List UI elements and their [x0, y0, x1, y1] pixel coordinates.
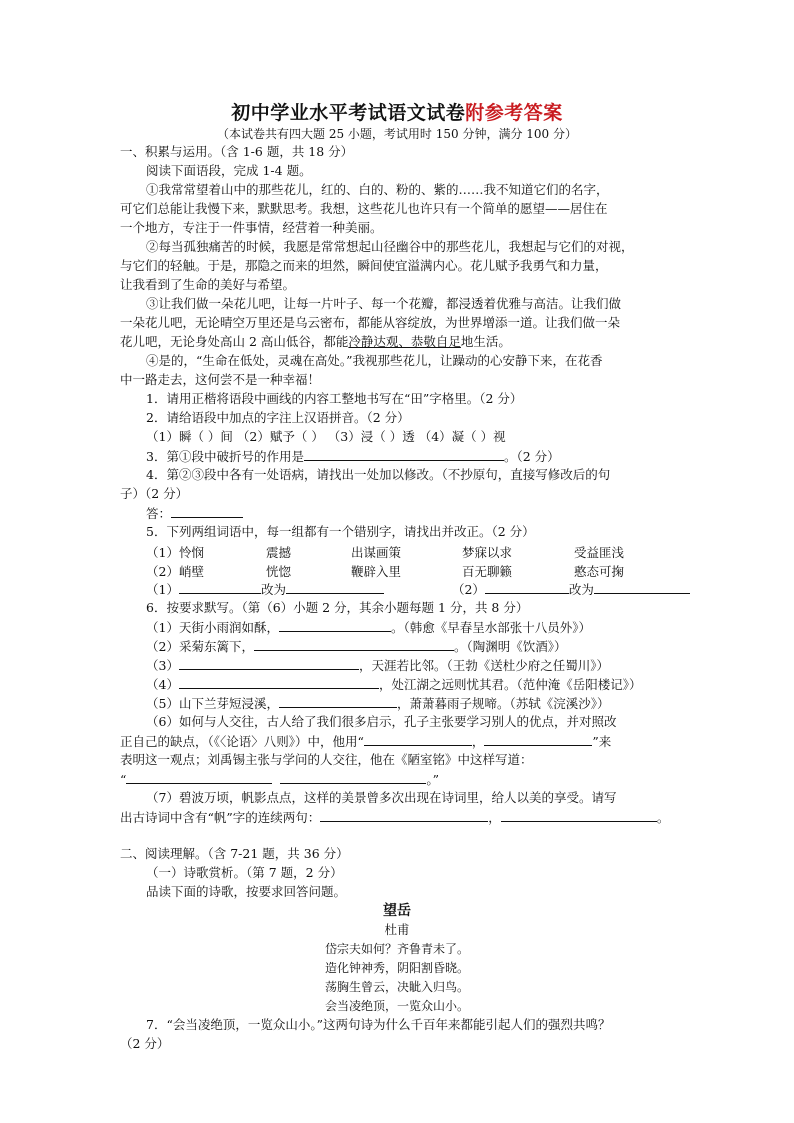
question-3: 3．第①段中破折号的作用是 。（2 分） — [146, 449, 560, 464]
answer-blank[interactable] — [179, 581, 261, 594]
answer-blank[interactable] — [254, 638, 454, 651]
section2-intro: 品读下面的诗歌，按要求回答问题。 — [146, 884, 347, 899]
question-1: 1．请用正楷将语段中画线的内容工整地书写在“田”字格里。（2 分） — [146, 391, 523, 406]
q6-6-line4: “ 。” — [120, 772, 440, 787]
answer-blank[interactable] — [286, 581, 384, 594]
para3-line2: 一朵花儿吧，无论晴空万里还是乌云密布，都能从容绽放，为世界增添一道。让我们做一朵 — [120, 315, 621, 330]
answer-blank[interactable] — [304, 448, 504, 461]
answer-blank[interactable] — [485, 581, 569, 594]
section1-intro: 阅读下面语段，完成 1-4 题。 — [146, 163, 312, 178]
section1-heading: 一、积累与运用。（含 1-6 题，共 18 分） — [120, 144, 354, 159]
answer-blank[interactable] — [501, 809, 657, 822]
q6-7-line2: 出古诗词中含有“帆”字的连续两句： ， 。 — [120, 810, 670, 825]
answer-blank[interactable] — [594, 581, 690, 594]
para4-line1: ④是的，“生命在低处，灵魂在高处。”我视那些花儿，让躁动的心安静下来，在花香 — [146, 353, 603, 368]
question-7-line1: 7．“会当凌绝顶，一览众山小。”这两句诗为什么千百年来都能引起人们的强烈共鸣？ — [146, 1017, 611, 1032]
q6-5: （5）山下兰芽短浸溪， ，萧萧暮雨子规啼。（苏轼《浣溪沙》） — [146, 696, 610, 711]
para3-line3: 花儿吧，无论身处高山 2 高山低谷，都能冷静达观、恭敬自足地生活。 — [120, 334, 511, 349]
title-main: 初中学业水平考试语文试卷 — [231, 102, 466, 124]
para2-line3: 让我看到了生命的美好与希望。 — [120, 277, 296, 292]
question-4-line1: 4．第②③段中各有一处语病，请找出一处加以修改。（不抄原句，直接写修改后的句 — [146, 467, 611, 482]
answer-blank[interactable] — [484, 733, 592, 746]
question-4-answer: 答： — [146, 505, 243, 522]
question-6: 6．按要求默写。（第（6）小题 2 分，其余小题每题 1 分，共 8 分） — [146, 600, 529, 615]
para4-line2: 中一路走去，这何尝不是一种幸福！ — [120, 372, 321, 387]
answer-blank[interactable] — [279, 695, 397, 708]
q6-6-line1: （6）如何与人交往，古人给了我们很多启示，孔子主张要学习别人的优点，并对照改 — [146, 714, 617, 729]
poem-title: 望岳 — [383, 903, 411, 919]
question-5: 5．下列两组词语中，每一组都有一个错别字，请找出并改正。（2 分） — [146, 524, 535, 539]
para1-line2: 可它们总能让我慢下来，默默思考。我想，这些花儿也许只有一个简单的愿望——居住在 — [120, 201, 608, 216]
q6-6-line2: 正自己的缺点，（《〈论语〉八则》）中，他用“ ， ”来 — [120, 734, 612, 749]
question-2-options: （1）瞬（ ）间 （2）赋予（ ） （3）浸（ ）透 （4）凝（ ）视 — [146, 429, 506, 444]
q6-3: （3） ，天涯若比邻。（王勃《送杜少府之任蜀川》） — [146, 658, 609, 673]
exam-note: （本试卷共有四大题 25 小题，考试用时 150 分钟，满分 100 分） — [217, 127, 577, 141]
question-7-line2: （2 分） — [120, 1036, 170, 1051]
para3-line1: ③让我们做一朵花儿吧，让每一片叶子、每一个花瓣，都浸透着优雅与高洁。让我们做 — [146, 296, 622, 311]
answer-blank[interactable] — [179, 676, 379, 689]
q6-1: （1）天街小雨润如酥， 。（韩愈《早春呈水部张十八员外》） — [146, 620, 591, 635]
question-4-line2: 子）（2 分） — [120, 486, 189, 501]
question-2: 2．请给语段中加点的字注上汉语拼音。（2 分） — [146, 410, 410, 425]
page-title — [0, 98, 794, 125]
title-answer-tag: 附参考答案 — [465, 102, 563, 124]
q6-6-line3: 表明这一观点；刘禹锡主张与学问的人交往，他在《陋室铭》中这样写道： — [120, 752, 533, 767]
answer-blank[interactable] — [179, 657, 359, 670]
para1-line1: ①我常常望着山中的那些花儿，红的、白的、粉的、紫的……我不知道它们的名字， — [146, 182, 609, 197]
para2-line1: ②每当孤独痛苦的时候，我愿是常常想起山径幽谷中的那些花儿，我想起与它们的对视， — [146, 239, 634, 254]
exam-page: 初中学业水平考试语文试卷附参考答案 （本试卷共有四大题 25 小题，考试用时 150 分钟，满分 100 分） 一、积累与运用。（含 1-6 题，共 18 分） 阅读下面语段，完成 1-4 题。 ①我常常望着山中的那些花儿，红的、白的、粉的、紫的……我不知道它们的名字， 可它们总能让我慢下来，默默思考。我想，这些花儿也许只有一个简单的愿望——居住在 一个地方，专注于一件事情，经营着一种美丽。 ②每当孤独痛苦的时候，我愿是常常想起山径幽谷中的那些花儿，我想起与它们的对视， 与它们的轻触。于是，那隐之而来的坦然，瞬间使宜溢满内心。花儿赋予我勇气和力量， 让我看到了生命的美好与希望。 ③让我们做一朵花儿吧，让每一片叶子、每一个花瓣，都浸透着优雅与高洁。让我们做 一朵花儿吧，无论晴空万里还是乌云密布，都能从容绽放，为世界增添一道。让我们做一朵 花儿吧，无论身处高山 2 高山低谷，都能冷静达观、恭敬自足地生活。 ④是的，“生命在低处，灵魂在高处。”我视那些花儿，让躁动的心安静下来，在花香 中一路走去，这何尝不是一种幸福！ 1．请用正楷将语段中画线的内容工整地书写在“田”字格里。（2 分） 2．请给语段中加点的字注上汉语拼音。（2 分） （1）瞬（ ）间 （2）赋予（ ） （3）浸（ ）透 （4）凝（ ）视 3．第①段中破折号的作用是 。（2 分） 4．第②③段中各有一处语病，请找出一处加以修改。（不抄原句，直接写修改后的句 子）（2 分） 答： 5．下列两组词语中，每一组都有一个错别字，请找出并改正。（2 分） （1）怜悯 震撼 出谋画策 梦寐以求 受益匪浅 （2）峭壁 恍惚 鞭辟入里 百无聊籁 憨态可掬 （1） 改为 （2） 改为 6．按要求默写。（第（6）小题 2 分，其余小题每题 1 分，共 8 分） （1）天街小雨润如酥， 。（韩愈《早春呈水部张十八员外》） （2）采菊东篱下， 。（陶渊明《饮酒》） （3） ，天涯若比邻。（王勃《送杜少府之任蜀川》） （4） ，处江湖之远则忧其君。（范仲淹《岳阳楼记》） （5）山下兰芽短浸溪， ，萧萧暮雨子规啼。（苏轼《浣溪沙》） （6）如何与人交往，古人给了我们很多启示，孔子主张要学习别人的优点，并对照改 正自己的缺点，（《〈论语〉八则》）中，他用“ ， ”来 表明这一观点；刘禹锡主张与学问的人交往，他在《陋室铭》中这样写道： “ 。” （7）碧波万顷，帆影点点，这样的美景曾多次出现在诗词里，给人以美的享受。请写 出古诗词中含有“帆”字的连续两句： ， 。 二、阅读理解。（含 7-21 题，共 36 分） （一）诗歌赏析。（第 7 题，2 分） 品读下面的诗歌，按要求回答问题。 望岳 杜甫 岱宗夫如何？齐鲁青未了。 造化钟神秀，阴阳割昏晓。 荡胸生曾云，决眦入归鸟。 会当凌绝顶，一览众山小。 7．“会当凌绝顶，一览众山小。”这两句诗为什么千百年来都能引起人们的强烈共鸣？ （2 分） — [0, 0, 794, 1123]
answer-blank[interactable] — [364, 733, 472, 746]
para2-line2: 与它们的轻触。于是，那隐之而来的坦然，瞬间使宜溢满内心。花儿赋予我勇气和力量， — [120, 258, 608, 273]
section2-heading: 二、阅读理解。（含 7-21 题，共 36 分） — [120, 846, 349, 861]
poem-line: 造化钟神秀，阴阳割昏晓。 — [324, 961, 469, 975]
answer-blank[interactable] — [320, 809, 488, 822]
q5-answers: （1） 改为 （2） 改为 — [146, 581, 690, 598]
q6-2: （2）采菊东篱下， 。（陶渊明《饮酒》） — [146, 639, 567, 654]
q6-7-line1: （7）碧波万顷，帆影点点，这样的美景曾多次出现在诗词里，给人以美的享受。请写 — [146, 790, 617, 805]
answer-blank[interactable] — [280, 771, 426, 784]
poem-line: 岱宗夫如何？齐鲁青未了。 — [324, 942, 469, 956]
q6-4: （4） ，处江湖之远则忧其君。（范仲淹《岳阳楼记》） — [146, 677, 642, 692]
answer-blank[interactable] — [279, 619, 391, 632]
poem-line: 会当凌绝顶，一览众山小。 — [324, 999, 469, 1013]
para1-line3: 一个地方，专注于一件事情，经营着一种美丽。 — [120, 220, 383, 235]
poem-line: 荡胸生曾云，决眦入归鸟。 — [324, 980, 469, 994]
section2-sub1: （一）诗歌赏析。（第 7 题，2 分） — [146, 865, 343, 880]
answer-blank[interactable] — [126, 771, 272, 784]
answer-blank[interactable] — [171, 505, 243, 518]
poem-author: 杜甫 — [384, 922, 410, 937]
underlined-phrase: 冷静达观、恭敬自足 — [348, 334, 461, 349]
